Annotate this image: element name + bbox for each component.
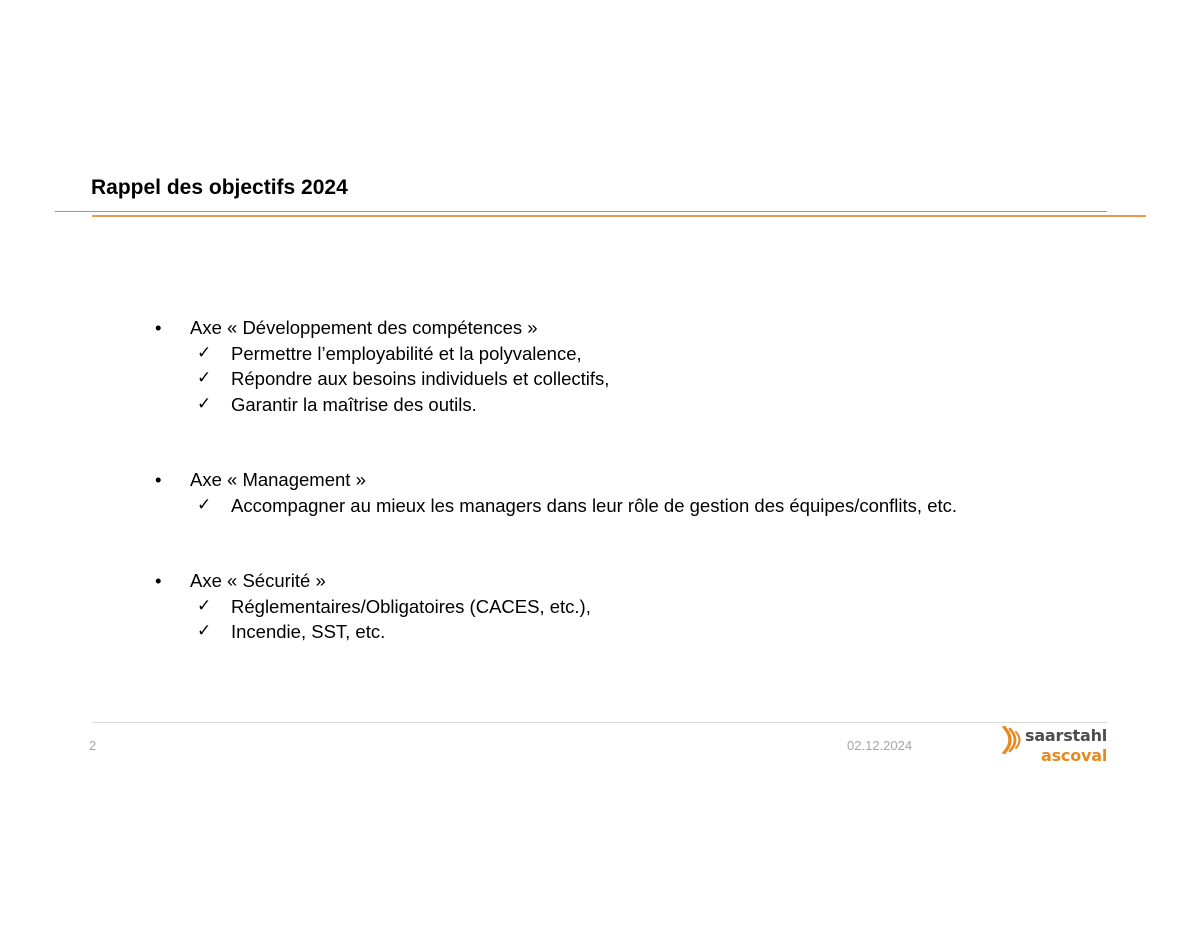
axis-heading <box>150 315 1150 341</box>
axis-section-management <box>150 467 1150 518</box>
list-item <box>150 619 1150 645</box>
page-number: 2 <box>89 738 97 753</box>
list-item-text: Réglementaires/Obligatoires (CACES, etc.), <box>231 595 591 617</box>
logo-wordmark-ascoval: ascoval <box>1041 746 1108 765</box>
title-divider-blue <box>55 211 1107 212</box>
checkmark-icon: ✓ <box>197 393 212 414</box>
list-item-text: Garantir la maîtrise des outils. <box>231 393 477 415</box>
company-logo <box>1002 726 1112 768</box>
axis-section-competences <box>150 315 1150 417</box>
axis-heading <box>150 568 1150 594</box>
list-item <box>150 392 1150 418</box>
bullet-icon: • <box>155 317 162 338</box>
axis-heading <box>150 467 1150 493</box>
list-item <box>150 366 1150 392</box>
list-item-text: Incendie, SST, etc. <box>231 621 386 642</box>
list-item-text: Répondre aux besoins individuels et collectifs, <box>231 368 610 389</box>
axis-section-securite <box>150 568 1150 645</box>
checkmark-icon: ✓ <box>197 368 212 388</box>
checkmark-icon: ✓ <box>197 494 212 515</box>
slide-title: Rappel des objectifs 2024 <box>91 176 348 199</box>
checkmark-icon: ✓ <box>197 621 212 641</box>
list-item-text: Accompagner au mieux les managers dans leur rôle de gestion des équipes/conflits, etc. <box>231 494 958 516</box>
bullet-icon: • <box>155 570 162 591</box>
bullet-icon: • <box>155 469 162 490</box>
checkmark-icon: ✓ <box>197 595 212 616</box>
logo-wordmark-saarstahl: saarstahl <box>1025 726 1108 745</box>
checkmark-icon: ✓ <box>197 342 212 363</box>
axis-heading-text: Axe « Développement des compétences » <box>190 317 538 338</box>
footer-date: 02.12.2024 <box>847 738 913 753</box>
title-divider-orange <box>92 215 1146 217</box>
list-item-text: Permettre l’employabilité et la polyvalence, <box>231 342 582 364</box>
list-item <box>150 594 1150 620</box>
list-item <box>150 341 1150 367</box>
list-item <box>150 493 1150 519</box>
axis-heading-text: Axe « Management » <box>190 469 366 490</box>
logo-arc-icon <box>1002 726 1026 754</box>
objectives-list <box>150 315 1150 645</box>
footer-divider <box>92 722 1107 723</box>
axis-heading-text: Axe « Sécurité » <box>190 570 326 591</box>
